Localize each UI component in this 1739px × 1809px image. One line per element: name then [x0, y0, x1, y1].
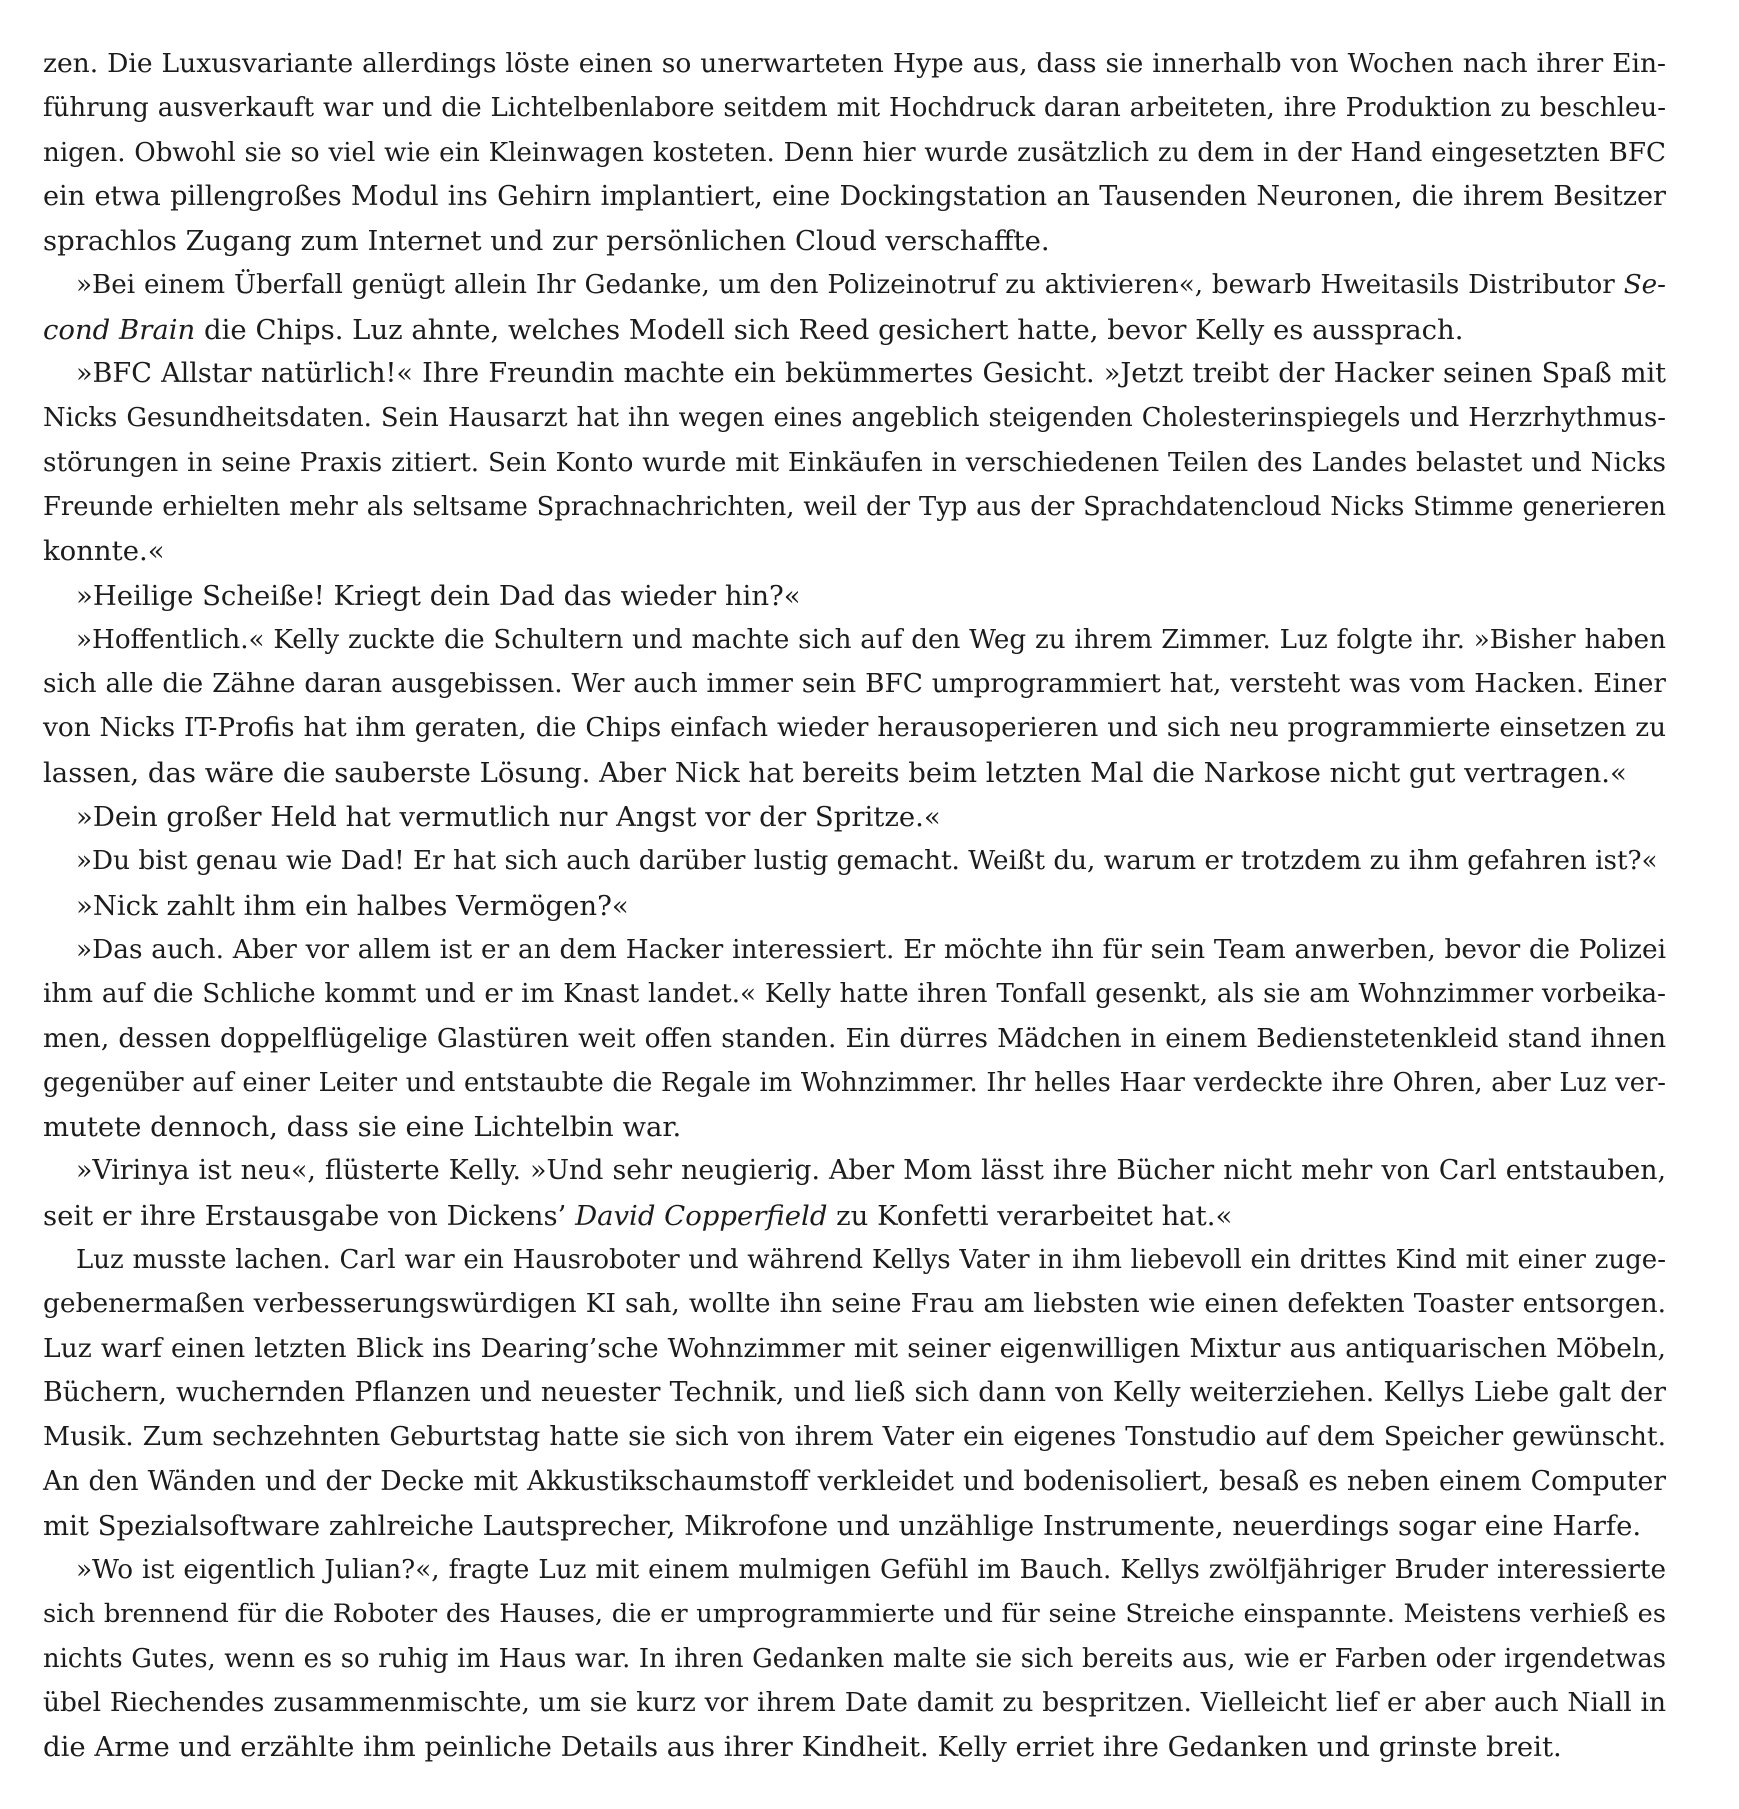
text-line — [43, 928, 1666, 972]
line-text: »Wo ist eigentlich Julian?«, fragte Luz mit einem mulmigen Gefühl im Bauch. Kellys zwölfjähriger Bruder interessierte — [76, 1555, 1666, 1586]
text-line — [43, 529, 1666, 573]
text-line — [43, 1017, 1666, 1061]
text-line — [43, 1460, 1666, 1504]
text-line — [43, 352, 1666, 396]
text-line — [43, 1371, 1666, 1415]
line-text: zen. Die Luxusvariante allerdings löste einen so unerwarteten Hype aus, dass sie innerhalb von Wochen nach ihrer Ein- — [43, 48, 1666, 79]
line-text: »Dein großer Held hat vermutlich nur Angst vor der Spritze.« — [76, 801, 941, 834]
text-line — [43, 1415, 1666, 1459]
line-text: nigen. Obwohl sie so viel wie ein Kleinwagen kosteten. Denn hier wurde zusätzlich zu dem in der Hand eingesetzten BFC — [43, 137, 1666, 168]
text-line — [43, 1725, 1666, 1769]
text-line — [43, 839, 1666, 883]
line-text: men, dessen doppelflügelige Glastüren weit offen standen. Ein dürres Mädchen in einem Bedienstetenkleid stand ihnen — [43, 1022, 1666, 1054]
line-text: seit er ihre Erstausgabe von Dickens’ — [43, 1199, 576, 1232]
line-text: Nicks Gesundheitsdaten. Sein Hausarzt hat ihn wegen eines angeblich steigenden Cholesterinspiegels und Herzrhythmus- — [43, 403, 1666, 434]
line-text: konnte.« — [43, 535, 165, 568]
text-line — [43, 574, 1666, 618]
text-line — [43, 751, 1666, 795]
text-line — [43, 1149, 1666, 1193]
line-text: »Heilige Scheiße! Kriegt dein Dad das wieder hin?« — [76, 579, 801, 612]
text-line — [43, 884, 1666, 928]
line-text: Luz warf einen letzten Blick ins Dearing’sche Wohnzimmer mit seiner eigenwilligen Mixtur aus antiquarischen Möbeln, — [43, 1332, 1666, 1364]
line-text: störungen in seine Praxis zitiert. Sein Konto wurde mit Einkäufen in verschiedenen Teilen des Landes belastet und Nicks — [43, 447, 1666, 478]
line-text: »Du bist genau wie Dad! Er hat sich auch darüber lustig gemacht. Weißt du, warum er trotzdem zu ihm gefahren ist?« — [76, 846, 1658, 877]
text-line — [43, 1194, 1666, 1238]
text-line — [43, 1105, 1666, 1149]
line-text: Büchern, wuchernden Pflanzen und neuester Technik, und ließ sich dann von Kelly weiterziehen. Kellys Liebe galt der — [43, 1376, 1666, 1408]
text-line — [43, 1548, 1666, 1592]
text-line — [43, 263, 1666, 307]
text-line — [43, 1681, 1666, 1725]
line-text: die Arme und erzählte ihm peinliche Details aus ihrer Kindheit. Kelly erriet ihre Gedanken und grinste breit. — [43, 1731, 1562, 1764]
text-line — [43, 706, 1666, 750]
line-text: »BFC Allstar natürlich!« Ihre Freundin machte ein bekümmertes Gesicht. »Jetzt treibt der Hacker seinen Spaß mit — [76, 358, 1666, 390]
text-line — [43, 1592, 1666, 1636]
line-text: Luz musste lachen. Carl war ein Hausroboter und während Kellys Vater in ihm liebevoll ein drittes Kind mit einer zuge- — [76, 1245, 1666, 1276]
line-text: sich alle die Zähne daran ausgebissen. Wer auch immer sein BFC umprogrammiert hat, versteht was vom Hacken. Einer — [43, 669, 1666, 700]
line-text: »Virinya ist neu«, flüsterte Kelly. »Und sehr neugierig. Aber Mom lässt ihre Bücher nicht mehr von Carl entstauben, — [76, 1155, 1666, 1187]
line-text: ein etwa pillengroßes Modul ins Gehirn implantiert, eine Dockingstation an Tausenden Neuronen, die ihrem Besitzer — [43, 180, 1666, 212]
line-text: sprachlos Zugang zum Internet und zur persönlichen Cloud verschaffte. — [43, 225, 1050, 258]
text-line — [43, 308, 1666, 352]
line-text: übel Riechendes zusammenmischte, um sie kurz vor ihrem Date damit zu bespritzen. Vielleicht lief er aber auch Niall in — [43, 1686, 1666, 1718]
text-line — [43, 1238, 1666, 1282]
line-text: ihm auf die Schliche kommt und er im Knast landet.« Kelly hatte ihren Tonfall gesenkt, als sie am Wohnzimmer vorbeika- — [43, 979, 1666, 1010]
book-page-text — [43, 42, 1666, 1770]
line-text: gebenermaßen verbesserungswürdigen KI sah, wollte ihn seine Frau am liebsten wie einen defekten Toaster entsorgen. — [43, 1288, 1666, 1320]
text-line — [43, 175, 1666, 219]
text-line — [43, 131, 1666, 175]
text-line — [43, 485, 1666, 529]
line-text: sich brennend für die Roboter des Hauses, die er umprogrammierte und für seine Streiche einspannte. Meistens verhieß es — [43, 1599, 1666, 1630]
line-text: mutete dennoch, dass sie eine Lichtelbin war. — [43, 1111, 682, 1144]
line-text: führung ausverkauft war und die Lichtelbenlabore seitdem mit Hochdruck daran arbeiteten, ihre Produktion zu beschleu- — [43, 93, 1666, 124]
line-text: »Bei einem Überfall genügt allein Ihr Gedanke, um den Polizeinotruf zu aktivieren«, bewarb Hweitasils Distributor — [76, 270, 1624, 301]
text-line — [43, 972, 1666, 1016]
text-line — [43, 618, 1666, 662]
line-text: Musik. Zum sechzehnten Geburtstag hatte sie sich von ihrem Vater ein eigenes Tonstudio auf dem Speicher gewünscht. — [43, 1421, 1666, 1453]
text-line — [43, 42, 1666, 86]
line-text: Freunde erhielten mehr als seltsame Sprachnachrichten, weil der Typ aus der Sprachdatencloud Nicks Stimme generieren — [43, 491, 1666, 522]
line-text: nichts Gutes, wenn es so ruhig im Haus war. In ihren Gedanken malte sie sich bereits aus, wie er Farben oder irgendetwas — [43, 1643, 1666, 1674]
text-line — [43, 1061, 1666, 1105]
line-text: gegenüber auf einer Leiter und entstaubte die Regale im Wohnzimmer. Ihr helles Haar verdeckte ihre Ohren, aber Luz ver- — [43, 1067, 1666, 1098]
text-line — [43, 1637, 1666, 1681]
line-text: »Das auch. Aber vor allem ist er an dem Hacker interessiert. Er möchte ihn für sein Team anwerben, bevor die Polizei — [76, 934, 1666, 965]
text-line — [43, 662, 1666, 706]
line-text: »Nick zahlt ihm ein halbes Vermögen?« — [76, 889, 629, 922]
text-line — [43, 396, 1666, 440]
line-text: zu Konfetti verarbeitet hat.« — [827, 1199, 1233, 1232]
text-line — [43, 1504, 1666, 1548]
text-line — [43, 1327, 1666, 1371]
text-line — [43, 1282, 1666, 1326]
line-text: An den Wänden und der Decke mit Akkustikschaumstoff verkleidet und bodenisoliert, besaß es neben einem Computer — [43, 1465, 1666, 1497]
italic-title: David Copperfield — [575, 1199, 828, 1232]
line-text: lassen, das wäre die sauberste Lösung. Aber Nick hat bereits beim letzten Mal die Narkose nicht gut vertragen.« — [43, 756, 1627, 789]
text-line — [43, 219, 1666, 263]
line-text: »Hoffentlich.« Kelly zuckte die Schultern und machte sich auf den Weg zu ihrem Zimmer. Luz folgte ihr. »Bisher haben — [76, 624, 1666, 655]
text-line — [43, 86, 1666, 130]
line-text: die Chips. Luz ahnte, welches Modell sich Reed gesichert hatte, bevor Kelly es aussprach. — [195, 313, 1464, 346]
line-text: von Nicks IT-Profis hat ihm geraten, die Chips einfach wieder herausoperieren und sich neu programmierte einsetzen zu — [43, 713, 1666, 744]
italic-title: Se- — [1623, 270, 1666, 301]
line-text: mit Spezialsoftware zahlreiche Lautsprecher, Mikrofone und unzählige Instrumente, neuerdings sogar eine Harfe. — [43, 1509, 1642, 1542]
text-line — [43, 795, 1666, 839]
text-line — [43, 441, 1666, 485]
italic-title: cond Brain — [43, 313, 196, 346]
